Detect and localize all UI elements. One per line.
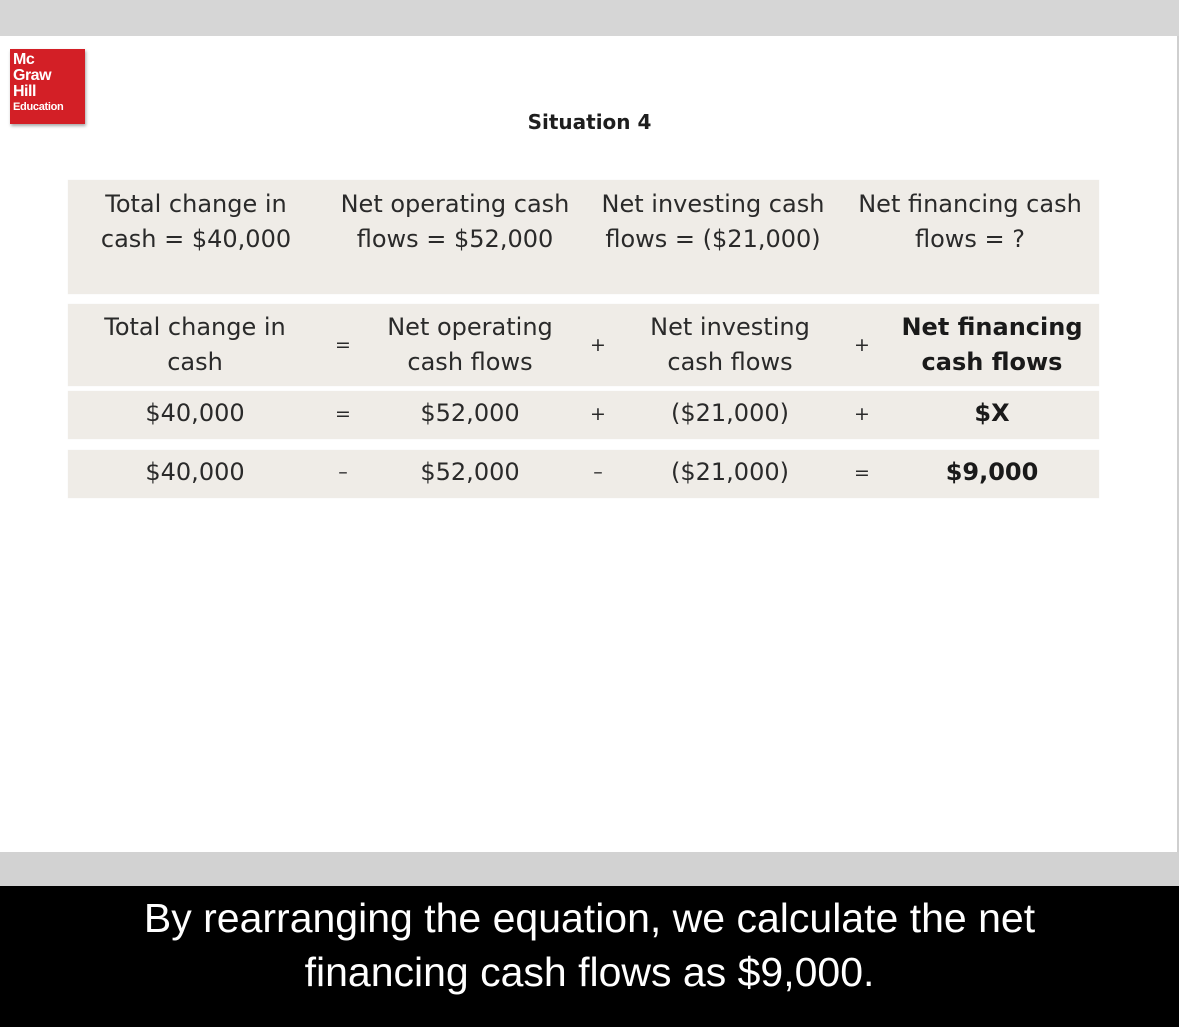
header-total-change-line2: cash (167, 348, 223, 376)
solution-equals-operator: = (854, 462, 870, 484)
caption-bar (0, 886, 1179, 1027)
values-plus-operator-2: + (854, 403, 870, 425)
given-investing (590, 187, 836, 257)
header-operating-line1: Net operating (387, 313, 553, 341)
given-operating (332, 187, 578, 257)
given-total-change-line2: cash = $40,000 (100, 225, 292, 253)
solution-row (68, 450, 1099, 498)
header-financing-line1: Net financing (901, 313, 1083, 341)
header-investing-line2: cash flows (667, 348, 793, 376)
given-operating-line2: flows = $52,000 (356, 225, 554, 253)
header-investing (630, 310, 830, 380)
header-total-change-line1: Total change in (104, 313, 286, 341)
logo-text-mc: Mc (13, 51, 35, 68)
solution-minus-operator-2: – (593, 461, 603, 483)
values-operating: $52,000 (420, 399, 520, 427)
given-financing-line1: Net financing cash (858, 190, 1082, 218)
header-plus-operator-1: + (590, 334, 606, 356)
lecture-slide (0, 36, 1179, 852)
given-financing-line2: flows = ? (914, 225, 1026, 253)
given-financing (846, 187, 1094, 257)
solution-financing-result: $9,000 (945, 458, 1039, 486)
logo-text-education: Education (13, 101, 64, 113)
solution-minus-operator-1: – (338, 461, 348, 483)
values-equals-operator: = (335, 403, 351, 425)
given-investing-line2: flows = ($21,000) (605, 225, 821, 253)
solution-investing: ($21,000) (671, 458, 789, 486)
caption-line-2: financing cash flows as $9,000. (304, 949, 875, 995)
header-investing-line1: Net investing (650, 313, 810, 341)
values-plus-operator-1: + (590, 403, 606, 425)
equation-values-row (68, 391, 1099, 439)
values-total-change: $40,000 (145, 399, 245, 427)
given-operating-line1: Net operating cash (340, 190, 570, 218)
header-operating-line2: cash flows (407, 348, 533, 376)
caption-line-1: By rearranging the equation, we calculate the net (143, 895, 1036, 941)
equation-header-row (68, 304, 1099, 386)
solution-total-change: $40,000 (145, 458, 245, 486)
header-operating (370, 310, 570, 380)
bottom-letterbox-bar (0, 852, 1179, 886)
header-total-change (88, 310, 302, 380)
given-investing-line1: Net investing cash (601, 190, 825, 218)
header-financing-line2: cash flows (921, 348, 1063, 376)
logo-text-hill: Hill (13, 83, 36, 100)
given-total-change-line1: Total change in (105, 190, 287, 218)
header-equals-operator: = (335, 334, 351, 356)
logo-text-graw: Graw (13, 67, 52, 84)
header-financing (890, 310, 1094, 380)
values-investing: ($21,000) (671, 399, 789, 427)
given-values-panel (68, 180, 1099, 294)
solution-operating: $52,000 (420, 458, 520, 486)
given-total-change (90, 187, 302, 257)
header-plus-operator-2: + (854, 334, 870, 356)
values-financing-unknown: $X (974, 399, 1010, 427)
top-letterbox-bar (0, 0, 1179, 36)
slide-title: Situation 4 (527, 110, 652, 134)
